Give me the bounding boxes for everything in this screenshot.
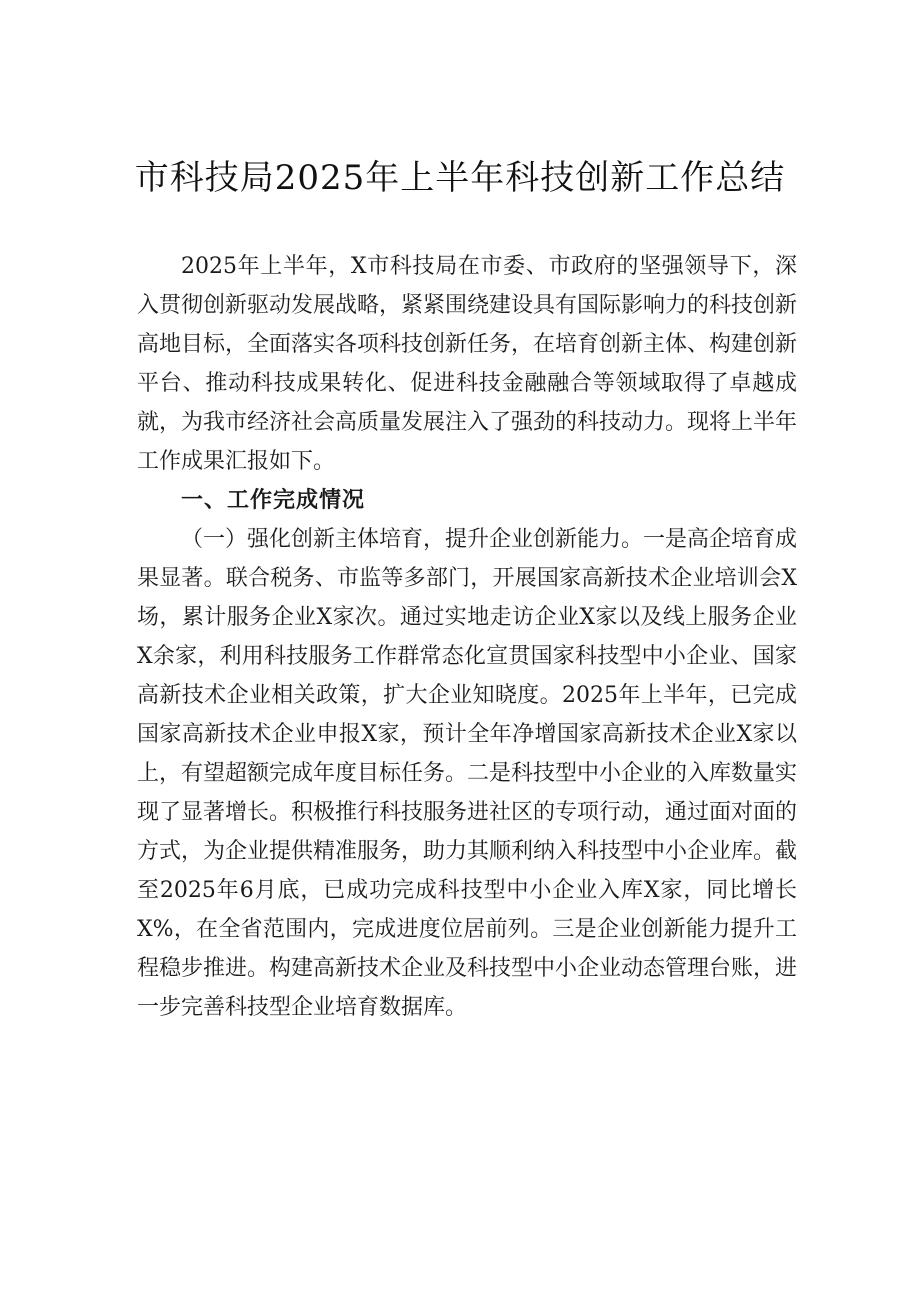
- section-heading: 一、工作完成情况: [181, 488, 366, 513]
- document-title: 市科技局2025年上半年科技创新工作总结: [134, 158, 786, 198]
- intro-paragraph: 2025年上半年，X市科技局在市委、市政府的坚强领导下，深入贯彻创新驱动发展战略，紧紧围绕建设具有国际影响力的科技创新高地目标，全面落实各项科技创新任务，在培育创新主体、构建创新平台、推动科技成果转化、促进科技金融融合等领域取得了卓越成就，为我市经济社会高质量发展注入了强劲的科技动力。现将上半年工作成果汇报如下。: [137, 254, 798, 474]
- document-body: [137, 247, 797, 1027]
- section-paragraph: （一）强化创新主体培育，提升企业创新能力。一是高企培育成果显著。联合税务、市监等多部门，开展国家高新技术企业培训会X场，累计服务企业X家次。通过实地走访企业X家以及线上服务企业X余家，利用科技服务工作群常态化宣贯国家科技型中小企业、国家高新技术企业相关政策，扩大企业知晓度。2025年上半年，已完成国家高新技术企业申报X家，预计全年净增国家高新技术企业X家以上，有望超额完成年度目标任务。二是科技型中小企业的入库数量实现了显著增长。积极推行科技服务进社区的专项行动，通过面对面的方式，为企业提供精准服务，助力其顺利纳入科技型中小企业库。截至2025年6月底，已成功完成科技型中小企业入库X家，同比增长X%，在全省范围内，完成进度位居前列。三是企业创新能力提升工程稳步推进。构建高新技术企业及科技型中小企业动态管理台账，进一步完善科技型企业培育数据库。: [137, 527, 798, 1020]
